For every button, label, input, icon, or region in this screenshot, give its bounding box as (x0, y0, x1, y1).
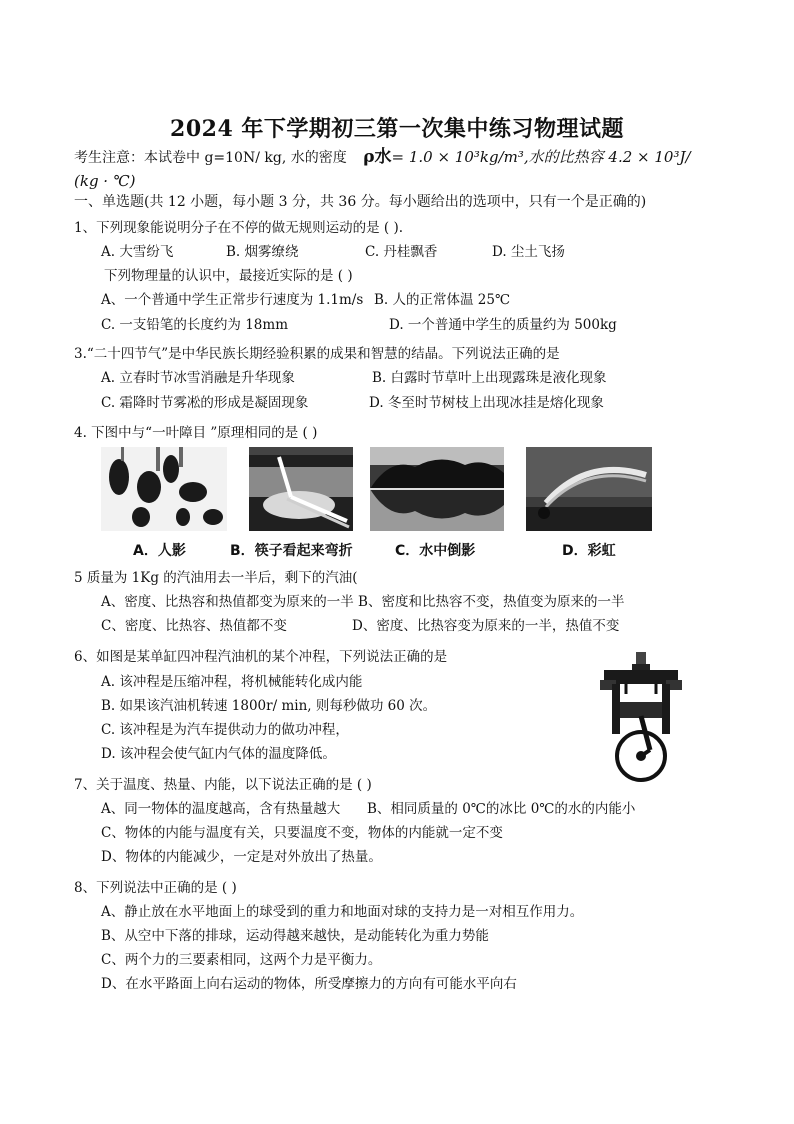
rho-water-symbol: ρ水 (363, 147, 392, 167)
q2-stem: 下列物理量的认识中，最接近实际的是 ( ) (104, 268, 353, 284)
q3-option-c: C. 霜降时节雾凇的形成是凝固现象 (101, 395, 309, 411)
notice-line (74, 148, 691, 167)
figure-rainbow-image (526, 447, 652, 531)
q3-option-b: B. 白露时节草叶上出现露珠是液化现象 (372, 370, 607, 386)
q8-option-b: B、从空中下落的排球，运动得越来越快，是动能转化为重力势能 (101, 928, 489, 944)
figure-water-reflection-image (370, 447, 504, 531)
q4-caption-d: D．彩虹 (562, 543, 616, 559)
q3-option-a: A. 立春时节冰雪消融是升华现象 (101, 370, 295, 386)
q8-option-d: D、在水平路面上向右运动的物体，所受摩擦力的方向有可能水平向右 (101, 976, 517, 992)
figure-chopstick-image (249, 447, 353, 531)
q7-option-c: C、物体的内能与温度有关，只要温度不变，物体的内能就一定不变 (101, 825, 503, 841)
q7-stem: 7、关于温度、热量、内能，以下说法正确的是 ( ) (74, 777, 372, 793)
q1-option-b: B. 烟雾缭绕 (226, 244, 299, 260)
q4-caption-a: A．人影 (133, 543, 186, 559)
q1-option-d: D. 尘土飞扬 (492, 244, 565, 260)
q2-option-a: A、一个普通中学生正常步行速度为 1.1m/s (101, 292, 364, 308)
q5-option-c: C、密度、比热容、热值都不变 (101, 618, 287, 634)
q4-caption-b: B．筷子看起来弯折 (230, 543, 353, 559)
q3-stem: 3.“二十四节气”是中华民族长期经验积累的成果和智慧的结晶。下列说法正确的是 (74, 346, 560, 362)
q2-option-b: B. 人的正常体温 25℃ (374, 292, 511, 308)
notice-unit: (kg · ℃) (74, 172, 136, 190)
q6-option-a: A. 该冲程是压缩冲程，将机械能转化成内能 (101, 674, 363, 690)
q7-option-a: A、同一物体的温度越高，含有热量越大 (101, 801, 341, 817)
q1-option-c: C. 丹桂飘香 (365, 244, 438, 260)
q8-stem: 8、下列说法中正确的是 ( ) (74, 880, 237, 896)
q6-option-b: B. 如果该汽油机转速 1800r/ min, 则每秒做功 60 次。 (101, 698, 437, 714)
q8-option-a: A、静止放在水平地面上的球受到的重力和地面对球的支持力是一对相互作用力。 (101, 904, 584, 920)
exam-title: 2024 年下学期初三第一次集中练习物理试题 (170, 116, 624, 142)
q5-options-ab: A、密度、比热容和热值都变为原来的一半 B、密度和比热容不变，热值变为原来的一半 (101, 594, 625, 610)
q6-option-c: C. 该冲程是为汽车提供动力的做功冲程， (101, 722, 349, 738)
q3-option-d: D. 冬至时节树枝上出现冰挂是熔化现象 (369, 395, 604, 411)
figure-shadow-image (101, 447, 227, 531)
notice-text: 考生注意：本试卷中 g=10N/ kg, 水的密度 (74, 150, 347, 166)
q2-option-c: C. 一支铅笔的长度约为 18mm (101, 317, 289, 333)
q6-option-d: D. 该冲程会使气缸内气体的温度降低。 (101, 746, 336, 762)
q7-option-b: B、相同质量的 0℃的冰比 0℃的水的内能小 (367, 801, 636, 817)
q8-option-c: C、两个力的三要素相同，这两个力是平衡力。 (101, 952, 382, 968)
engine-cylinder-figure (598, 650, 684, 784)
section-heading: 一、单选题(共 12 小题，每小题 3 分，共 36 分。每小题给出的选项中，只有一个是正确的) (74, 194, 647, 210)
q5-option-d: D、密度、比热容变为原来的一半，热值不变 (352, 618, 620, 634)
q4-caption-c: C．水中倒影 (395, 543, 476, 559)
q5-stem: 5 质量为 1Kg 的汽油用去一半后，剩下的汽油( (74, 570, 358, 586)
q6-stem: 6、如图是某单缸四冲程汽油机的某个冲程，下列说法正确的是 (74, 649, 448, 665)
q1-stem: 1、下列现象能说明分子在不停的做无规则运动的是 ( ). (74, 220, 403, 236)
q7-option-d: D、物体的内能减少，一定是对外放出了热量。 (101, 849, 382, 865)
q4-stem: 4. 下图中与“一叶障目 ”原理相同的是 ( ) (74, 425, 318, 441)
q1-option-a: A. 大雪纷飞 (101, 244, 174, 260)
notice-formula: = 1.0 × 10³kg/m³,水的比热容 4.2 × 10³J/ (391, 148, 691, 166)
q2-option-d: D. 一个普通中学生的质量约为 500kg (389, 317, 617, 333)
